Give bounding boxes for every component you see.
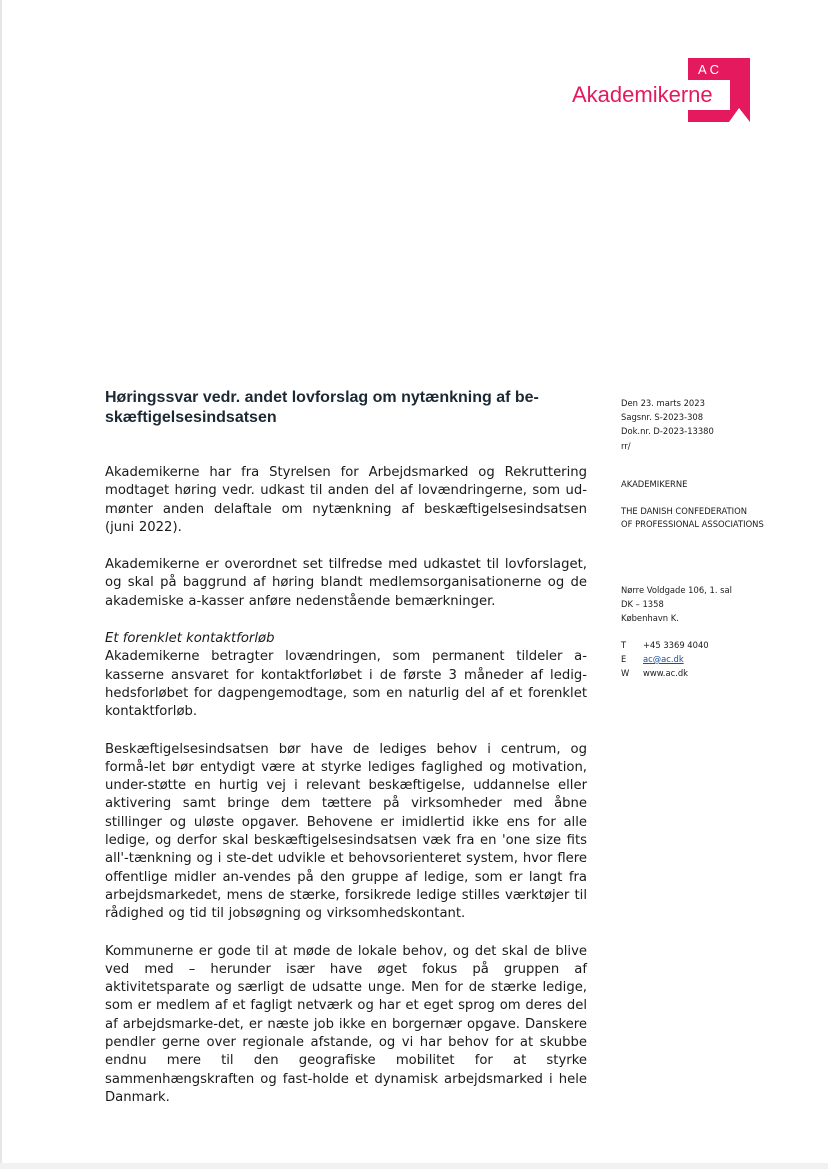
- address-postcode: DK – 1358: [621, 598, 664, 609]
- section-subheading: Et forenklet kontaktforløb: [105, 631, 275, 647]
- document-meta: [621, 396, 714, 453]
- org-description-line: OF PROFESSIONAL ASSOCIATIONS: [621, 519, 764, 529]
- address-block: [621, 584, 732, 625]
- website-link[interactable]: www.ac.dk: [643, 667, 689, 678]
- meta-case-number: Sagsnr. S-2023-308: [621, 412, 704, 423]
- contact-block: [621, 639, 709, 680]
- contact-key: T: [621, 640, 627, 650]
- email-link[interactable]: ac@ac.dk: [643, 653, 684, 664]
- paragraph: Akademikerne betragter lovændringen, som permanent tildeler a-kasserne ansvaret for kontaktforløbet i de første 3 måneder af ledig-hedsforløbet for dagpengemodtage, som en naturlig del af et forenklet kontaktforløb.: [105, 649, 587, 720]
- org-description-line: THE DANISH CONFEDERATION: [621, 505, 747, 516]
- title-line: Høringssvar vedr. andet lovforslag om nytænkning af be-: [105, 389, 539, 406]
- contact-key: W: [621, 667, 630, 678]
- logo-name: Akademikerne: [572, 82, 713, 107]
- document-title: [105, 388, 587, 428]
- paragraph: Kommunerne er gode til at møde de lokale behov, og det skal de blive ved med – herunder især have øget fokus på gruppen af aktivitetsparate og særligt de udsatte unge. Men for de stærke ledige, som er medlem af et fagligt netværk og har et eget sprog om deres del af arbejdsmarke-det, er næste job ikke en borgernær opgave. Danskere pendler gerne over regionale afstande, og vi har behov for at skubbe endnu mere til den geografiske mobilitet for at styrke sammenhængskraften og fast-holde et dynamisk arbejdsmarked i hele Danmark.: [105, 943, 587, 1105]
- org-spacer: [621, 492, 764, 505]
- phone-number: +45 3369 4040: [643, 640, 709, 650]
- organization-block: [621, 478, 764, 532]
- page-left-edge: [0, 0, 2, 1169]
- contact-email: [621, 653, 709, 667]
- page-bottom-edge: [0, 1163, 828, 1169]
- meta-date: Den 23. marts 2023: [621, 398, 705, 408]
- org-name: AKADEMIKERNE: [621, 479, 688, 489]
- paragraph: Akademikerne har fra Styrelsen for Arbejdsmarked og Rekruttering modtaget høring vedr. udkast til anden del af lovændringerne, som ud-mønter anden delaftale om nytænkning af beskæftigelsesindsatsen (juni 2022).: [105, 465, 587, 535]
- contact-phone: [621, 639, 709, 653]
- contact-web: [621, 667, 709, 681]
- address-city: København K.: [621, 612, 679, 623]
- paragraph: Beskæftigelsesindsatsen bør have de lediges behov i centrum, og formå-let bør entydigt være at styrke lediges faglighed og motivation, under-støtte en hurtig vej i relevant beskæftigelse, uddannelse eller aktivering samt bringe dem tættere på virksomheder med åbne stillinger og uløste opgaver. Behovene er imidlertid ikke ens for alle ledige, og derfor skal beskæftigelsesindsatsen væk fra en 'one size fits all'-tænkning og i ste-det udvikle et behovsorienteret system, hvor flere offentlige midler an-vendes på den gruppe af ledige, som er langt fra arbejdsmarkedet, mens de stærke, forsikrede ledige stilles værktøjer til rådighed og tid til jobsøgning og virksomhedskontant.: [105, 741, 587, 922]
- logo-badge-text: AC: [697, 62, 723, 77]
- meta-document-number: Dok.nr. D-2023-13380: [621, 426, 714, 437]
- address-street: Nørre Voldgade 106, 1. sal: [621, 585, 732, 595]
- logo-ribbon-notch: [729, 108, 750, 122]
- meta-initials: rr/: [621, 440, 631, 451]
- letter-body: [105, 388, 587, 1126]
- title-line: skæftigelsesindsatsen: [105, 409, 277, 426]
- contact-key: E: [621, 653, 627, 664]
- paragraph: Akademikerne er overordnet set tilfredse med udkastet til lovforslaget, og skal på baggrund af høring blandt medlemsorganisationerne og de akademiske a-kasser anføre nedenstående bemærkninger.: [105, 557, 587, 609]
